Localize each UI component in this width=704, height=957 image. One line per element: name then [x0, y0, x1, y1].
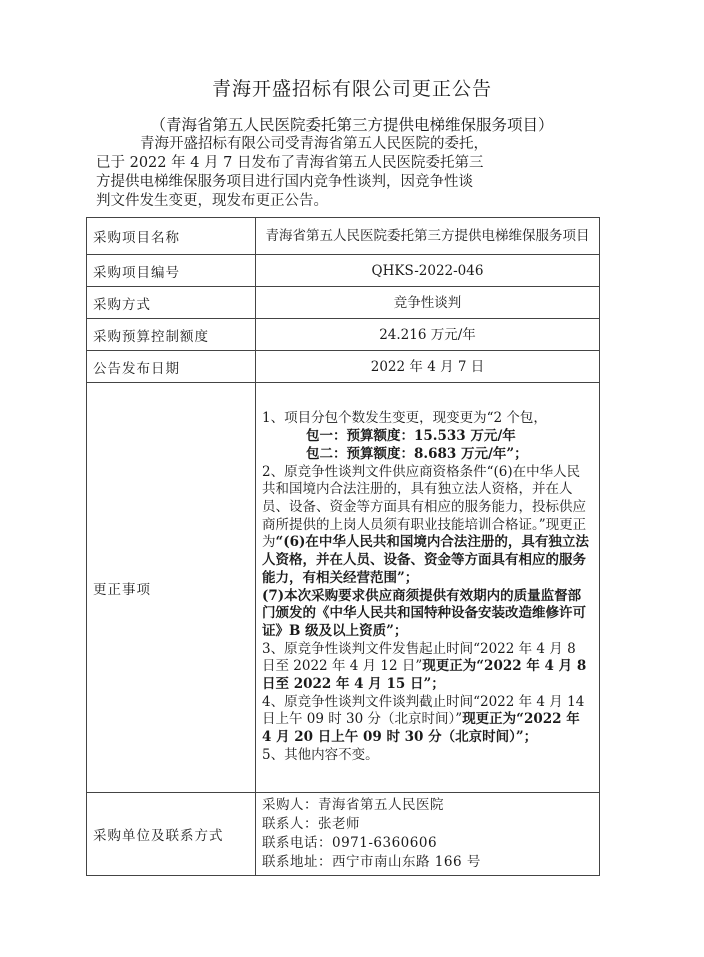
- change-item-3: 3、原竞争性谈判文件发售起止时间“2022 年 4 月 8 日至 2022 年 4 月 12 日”现更正为“2022 年 4 月 8 日至 2022 年 4 月 15 日”；: [262, 640, 587, 693]
- change-item-2-clause-7: (7)本次采购要求供应商须提供有效期内的质量监督部门颁发的《中华人民共和国特种设备安装改造维修许可证》B 级及以上资质”；: [262, 587, 586, 639]
- table-row-contact: [87, 793, 600, 876]
- table-row-changes: [87, 383, 600, 793]
- change-item-2: 2、原竞争性谈判文件供应商资格条件“(6)在中华人民共和国境内合法注册的，具有独立法人资格，并在人员、设备、资金等方面具有相应的服务能力，投标供应商所提供的上岗人员须有职业技能培训合格证。”现更正为“(6)在中华人民共和国境内合法注册的，具有独立法人资格，并在人员、设备、资金等方面具有相应的服务能力，有相关经营范围”；: [262, 463, 589, 586]
- row-value: 竞争性谈判: [256, 287, 600, 319]
- contact-purchaser: 采购人：青海省第五人民医院: [262, 797, 444, 813]
- row-label: 采购预算控制额度: [87, 319, 256, 351]
- table-row: [87, 218, 600, 255]
- intro-line: 方提供电梯维保服务项目进行国内竞争性谈判，因竞争性谈: [96, 174, 473, 190]
- row-label: 更正事项: [87, 383, 256, 793]
- row-label: 采购项目编号: [87, 255, 256, 287]
- table-row: [87, 351, 600, 383]
- row-value: 2022 年 4 月 7 日: [256, 351, 600, 383]
- package-one: 包一：预算额度：15.533 万元/年: [306, 428, 516, 445]
- row-value: 青海省第五人民医院委托第三方提供电梯维保服务项目: [256, 218, 600, 255]
- row-label: 采购单位及联系方式: [87, 793, 256, 876]
- row-value: 24.216 万元/年: [256, 319, 600, 351]
- row-label: 公告发布日期: [87, 351, 256, 383]
- table-row: [87, 319, 600, 351]
- change-item-5: 5、其他内容不变。: [262, 746, 379, 763]
- package-two: 包二：预算额度：8.683 万元/年”；: [306, 445, 528, 462]
- page-subtitle: （青海省第五人民医院委托第三方提供电梯维保服务项目）: [150, 116, 554, 134]
- notice-table: [86, 217, 600, 876]
- row-label: 采购项目名称: [87, 218, 256, 255]
- page-title: 青海开盛招标有限公司更正公告: [211, 78, 492, 100]
- contact-phone: 联系电话：0971-6360606: [262, 835, 438, 851]
- change-item-1: 1、项目分包个数发生变更，现变更为“2 个包，: [262, 410, 547, 427]
- changes-cell: [256, 383, 600, 793]
- contact-address: 联系地址：西宁市南山东路 166 号: [262, 854, 481, 870]
- change-item-4: 4、原竞争性谈判文件谈判截止时间“2022 年 4 月 14 日上午 09 时 30 分（北京时间）”现更正为“2022 年 4 月 20 日上午 09 时 30 分（北京时间）”；: [262, 693, 585, 746]
- contact-cell: [256, 793, 600, 876]
- row-label: 采购方式: [87, 287, 256, 319]
- intro-line: 已于 2022 年 4 月 7 日发布了青海省第五人民医院委托第三: [96, 155, 484, 171]
- intro-line: 青海开盛招标有限公司受青海省第五人民医院的委托，: [140, 136, 488, 152]
- table-row: [87, 255, 600, 287]
- intro-line: 判文件发生变更，现发布更正公告。: [96, 193, 328, 209]
- row-value: QHKS-2022-046: [256, 255, 600, 287]
- table-row: [87, 287, 600, 319]
- contact-person: 联系人：张老师: [262, 816, 360, 832]
- intro-paragraph: [96, 135, 596, 211]
